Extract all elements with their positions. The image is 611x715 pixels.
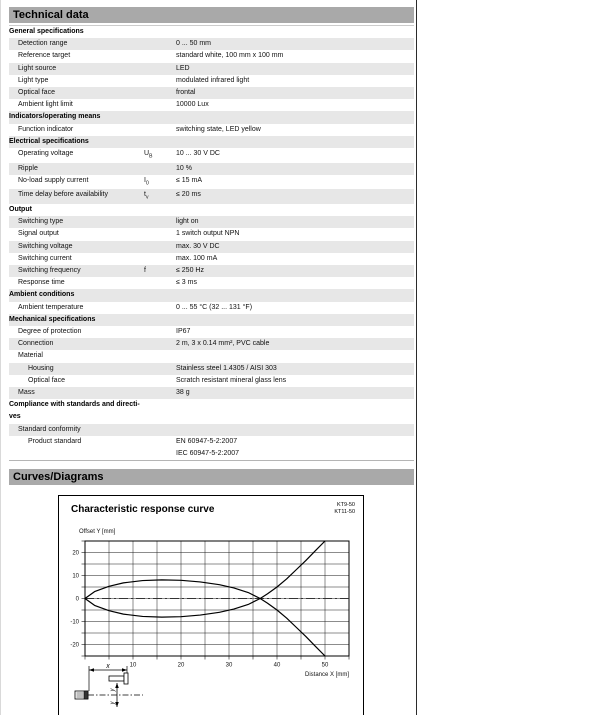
spec-row xyxy=(9,38,414,50)
spec-row xyxy=(9,228,414,240)
section-title: General specifications xyxy=(9,28,84,35)
spec-label: Mass xyxy=(18,389,35,397)
spec-label: Ambient temperature xyxy=(18,303,84,311)
chart-title: Characteristic response curve xyxy=(71,504,215,516)
spec-value: ≤ 20 ms xyxy=(176,191,201,199)
section-header-row xyxy=(9,136,414,148)
spec-row xyxy=(9,189,414,204)
spec-label: Response time xyxy=(18,279,65,287)
spec-label: Switching current xyxy=(18,254,72,262)
measurement-setup-schematic xyxy=(75,663,143,707)
spec-symbol: $I_0$ xyxy=(144,176,149,187)
section-title: Electrical specifications xyxy=(9,137,89,145)
spec-value: 0 ... 55 °C (32 ... 131 °F) xyxy=(176,303,253,311)
spec-value: 10 ... 30 V DC xyxy=(176,150,220,158)
spec-label: Ripple xyxy=(18,164,38,172)
spec-value: Scratch resistant mineral glass lens xyxy=(176,376,287,384)
schematic-x-label: x xyxy=(106,663,110,671)
x-tick-label: 20 xyxy=(177,662,185,669)
spec-value: 38 g xyxy=(176,389,190,397)
spec-row xyxy=(9,326,414,338)
response-curve-plot xyxy=(59,496,363,715)
spec-row xyxy=(9,148,414,163)
spec-value: light on xyxy=(176,218,199,226)
page-column-divider xyxy=(416,0,417,715)
spec-label: Optical face xyxy=(18,89,55,97)
spec-row xyxy=(9,175,414,190)
chart-panel xyxy=(58,495,364,715)
spec-value: switching state, LED yellow xyxy=(176,125,261,133)
spec-label: Detection range xyxy=(18,40,68,48)
spec-value: 10000 Lux xyxy=(176,101,209,109)
x-tick-label: 30 xyxy=(225,662,233,669)
x-axis-label: Distance X [mm] xyxy=(304,672,349,679)
spec-value: EN 60947-5-2:2007 IEC 60947-5-2:2007 xyxy=(176,437,240,458)
schematic-y-label-2: y xyxy=(110,701,116,705)
spec-label: Housing xyxy=(28,364,54,372)
spec-label: No-load supply current xyxy=(18,176,89,184)
spec-value: 1 switch output NPN xyxy=(176,230,240,238)
spec-value: ≤ 3 ms xyxy=(176,279,197,287)
spec-label: Switching type xyxy=(18,218,64,226)
spec-label: Function indicator xyxy=(18,125,74,133)
spec-label: Optical face xyxy=(28,376,65,384)
spec-row xyxy=(9,124,414,136)
spec-value: ≤ 250 Hz xyxy=(176,267,204,275)
spec-row xyxy=(9,436,414,460)
spec-label: Operating voltage xyxy=(18,150,74,158)
spec-value: Stainless steel 1.4305 / AISI 303 xyxy=(176,364,277,372)
section-title: Indicators/operating means xyxy=(9,113,101,121)
specifications-table xyxy=(9,25,414,461)
spec-label: Switching frequency xyxy=(18,267,81,275)
spec-row xyxy=(9,63,414,75)
spec-symbol: f xyxy=(144,267,146,275)
section-header-row xyxy=(9,289,414,301)
spec-row xyxy=(9,424,414,436)
spec-label: Light type xyxy=(18,76,49,84)
y-tick-label: 10 xyxy=(72,573,79,580)
spec-label: Reference target xyxy=(18,52,71,60)
spec-value: max. 100 mA xyxy=(176,254,218,262)
spec-row xyxy=(9,253,414,265)
spec-value: modulated infrared light xyxy=(176,76,250,84)
spec-symbol: $t_v$ xyxy=(144,191,149,201)
x-tick-label: 10 xyxy=(129,662,137,669)
spec-label: Light source xyxy=(18,64,57,72)
y-tick-label: 0 xyxy=(75,596,79,603)
spec-row xyxy=(9,350,414,362)
spec-label: Time delay before availability xyxy=(18,191,109,199)
spec-value: frontal xyxy=(176,89,196,97)
spec-value: 0 ... 50 mm xyxy=(176,40,212,48)
spec-row xyxy=(9,87,414,99)
spec-label: Material xyxy=(18,352,43,360)
x-tick-label: 40 xyxy=(273,662,281,669)
plot-area xyxy=(70,529,349,678)
spec-row xyxy=(9,216,414,228)
y-axis-label: Offset Y [mm] xyxy=(79,529,116,536)
section-title: Compliance with standards and directi- ves xyxy=(9,401,140,421)
spec-label: Signal output xyxy=(18,230,59,238)
model-label-1: KT9-50 xyxy=(336,502,355,509)
spec-value: 2 m, 3 x 0.14 mm², PVC cable xyxy=(176,340,270,348)
spec-value: ≤ 15 mA xyxy=(176,176,203,184)
section-title: Ambient conditions xyxy=(9,291,75,299)
spec-label: Standard conformity xyxy=(18,425,81,433)
spec-row xyxy=(9,50,414,62)
spec-value: LED xyxy=(176,64,190,72)
y-tick-label: -20 xyxy=(70,642,79,649)
spec-row xyxy=(9,302,414,314)
schematic-y-label: y xyxy=(110,688,116,692)
datasheet-content xyxy=(9,7,414,715)
spec-row xyxy=(9,277,414,289)
spec-label: Switching voltage xyxy=(18,242,73,250)
spec-label: Degree of protection xyxy=(18,328,82,336)
section-title: Mechanical specifications xyxy=(9,315,96,323)
spec-label: Product standard xyxy=(28,437,82,445)
spec-symbol: $U_B$ xyxy=(144,150,153,160)
spec-label: Connection xyxy=(18,340,54,348)
spec-value: 10 % xyxy=(176,164,192,172)
y-tick-label: -10 xyxy=(70,619,79,626)
spec-value: IP67 xyxy=(176,328,191,336)
y-tick-label: 20 xyxy=(72,550,79,557)
spec-row xyxy=(9,241,414,253)
spec-row xyxy=(9,163,414,175)
section-header-row xyxy=(9,111,414,123)
spec-row xyxy=(9,75,414,87)
technical-data-header: Technical data xyxy=(9,7,414,23)
spec-value: max. 30 V DC xyxy=(176,242,220,250)
spec-label: Ambient light limit xyxy=(18,101,73,109)
spec-row xyxy=(9,363,414,375)
section-title: Output xyxy=(9,206,32,214)
section-header-row xyxy=(9,399,414,423)
section-header-row xyxy=(9,204,414,216)
spec-row xyxy=(9,99,414,111)
curves-diagrams-header: Curves/Diagrams xyxy=(9,469,414,485)
model-label-2: KT11-50 xyxy=(334,508,355,515)
spec-row xyxy=(9,265,414,277)
spec-row xyxy=(9,375,414,387)
spec-value: standard white, 100 mm x 100 mm xyxy=(176,52,284,60)
section-header-row xyxy=(9,314,414,326)
x-tick-label: 50 xyxy=(321,662,329,669)
section-header-row xyxy=(9,26,414,38)
spec-row xyxy=(9,387,414,399)
spec-row xyxy=(9,338,414,350)
